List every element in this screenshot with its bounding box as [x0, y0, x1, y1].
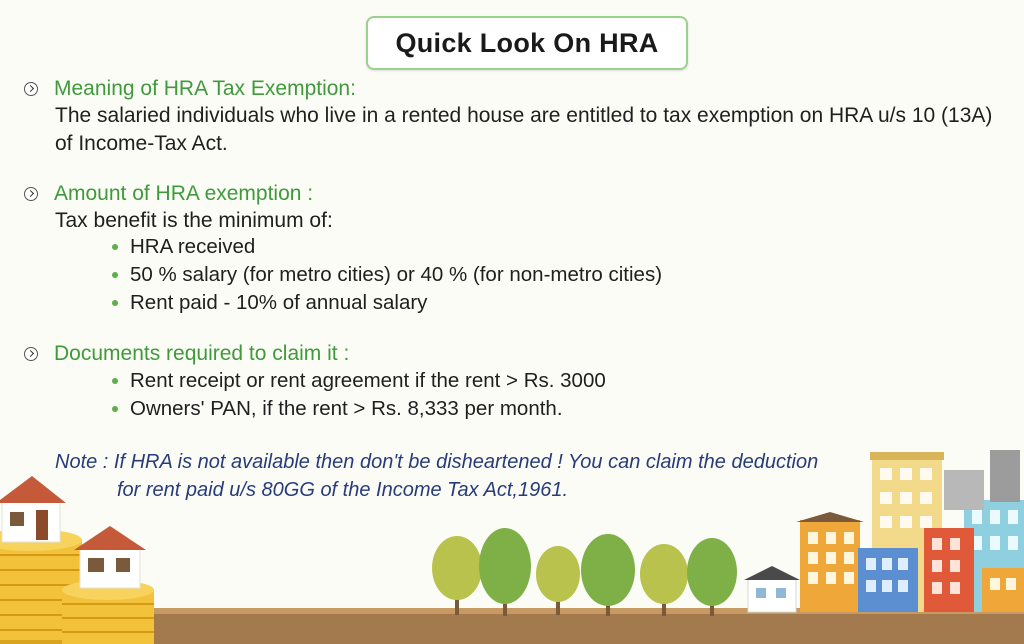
tree-icon [640, 544, 688, 616]
list-item [112, 261, 662, 289]
body-line: of Income-Tax Act. [55, 132, 228, 155]
page-title: Quick Look On HRA [395, 27, 659, 58]
house-icon [74, 526, 146, 588]
section-heading-meaning [24, 77, 356, 101]
chevron-circle-icon [24, 82, 38, 96]
tree-icon [432, 536, 482, 615]
note-text [55, 448, 818, 504]
list-item [112, 395, 606, 423]
bullet-dot-icon [112, 378, 118, 384]
tree-icon [479, 528, 531, 616]
bullet-list-amount [112, 233, 662, 317]
list-item-text: Owners' PAN, if the rent > Rs. 8,333 per month. [130, 397, 563, 420]
list-item-text: Rent paid - 10% of annual salary [130, 291, 428, 314]
building-icon [982, 568, 1024, 612]
list-item [112, 233, 662, 261]
ground-strip [150, 612, 1024, 644]
chevron-circle-icon [24, 347, 38, 361]
section-heading-documents [24, 342, 349, 366]
note-line-1: Note : If HRA is not available then don't be disheartened ! You can claim the deduction [55, 451, 819, 473]
section-body-meaning [55, 102, 992, 158]
tree-icon [581, 534, 635, 616]
section-heading-label: Documents required to claim it : [54, 342, 350, 365]
tree-icon [687, 538, 737, 616]
building-icon [744, 566, 800, 612]
section-body-amount [55, 207, 333, 235]
building-icon [796, 512, 864, 612]
list-item-text: HRA received [130, 235, 256, 258]
bullet-dot-icon [112, 272, 118, 278]
title-box [366, 16, 688, 70]
bullet-dot-icon [112, 244, 118, 250]
section-heading-label: Amount of HRA exemption : [54, 182, 314, 205]
tree-icon [536, 546, 580, 615]
note-line-2: for rent paid u/s 80GG of the Income Tax Act,1961. [117, 479, 568, 501]
list-item-text: 50 % salary (for metro cities) or 40 % (for non-metro cities) [130, 263, 663, 286]
section-heading-amount [24, 182, 313, 206]
coin-stack-icon [62, 580, 154, 644]
bullet-dot-icon [112, 300, 118, 306]
building-icon [924, 528, 974, 612]
section-heading-label: Meaning of HRA Tax Exemption: [54, 77, 356, 100]
body-line: The salaried individuals who live in a rented house are entitled to tax exemption on HRA u/s 10 (13A) [55, 104, 993, 127]
list-item [112, 289, 662, 317]
chevron-circle-icon [24, 187, 38, 201]
bullet-list-documents [112, 367, 606, 423]
body-line: Tax benefit is the minimum of: [55, 209, 333, 232]
building-icon [858, 548, 918, 612]
list-item [112, 367, 606, 395]
bullet-dot-icon [112, 406, 118, 412]
list-item-text: Rent receipt or rent agreement if the rent > Rs. 3000 [130, 369, 606, 392]
